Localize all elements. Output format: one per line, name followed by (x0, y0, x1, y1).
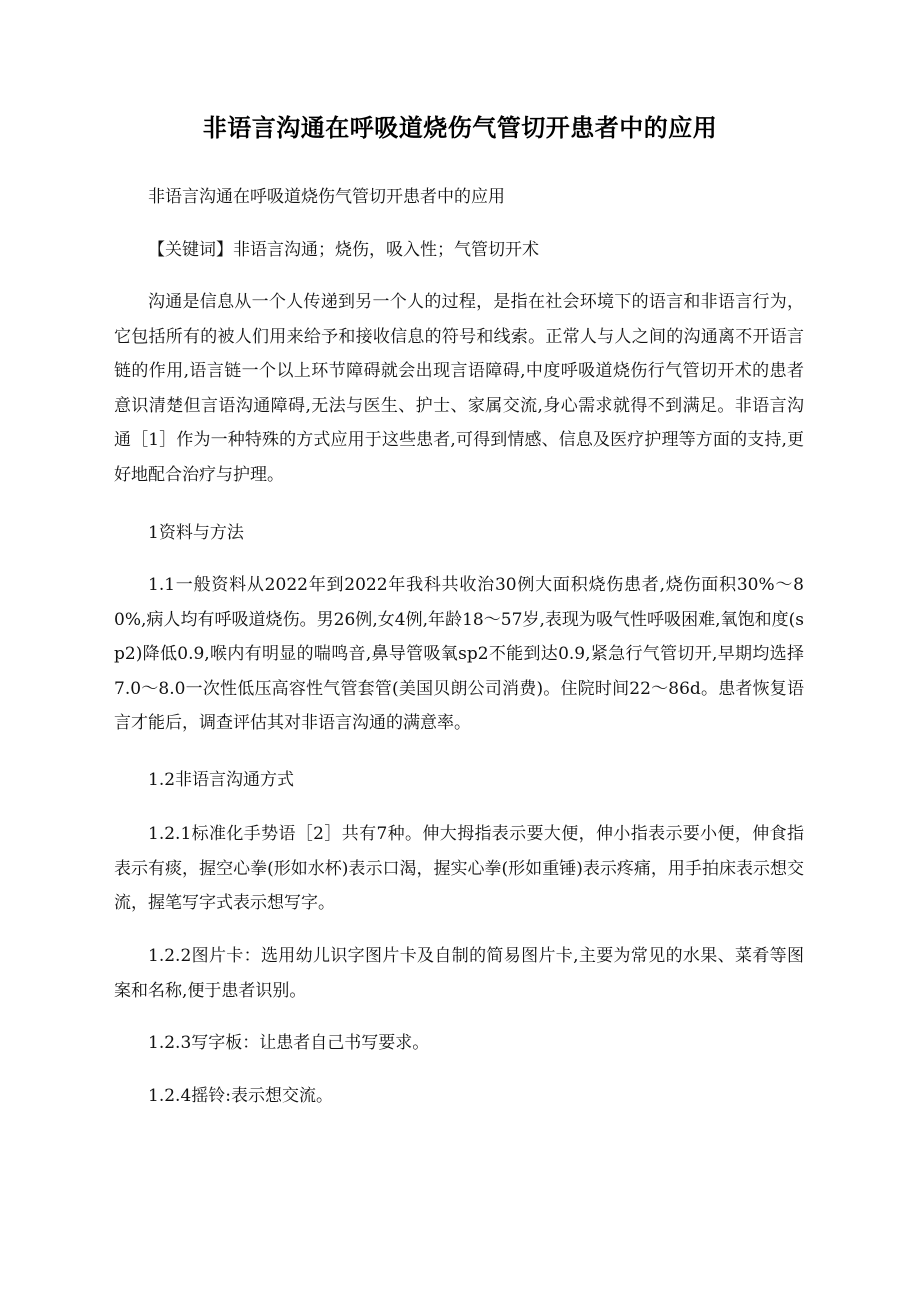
paragraph-intro: 沟通是信息从一个人传递到另一个人的过程，是指在社会环境下的语言和非语言行为，它包括所有的被人们用来给予和接收信息的符号和线索。正常人与人之间的沟通离不开语言链的作用,语言链一个以上环节障碍就会出现言语障碍,中度呼吸道烧伤行气管切开术的患者意识清楚但言语沟通障碍,无法与医生、护士、家属交流,身心需求就得不到满足。非语言沟通［1］作为一种特殊的方式应用于这些患者,可得到情感、信息及医疗护理等方面的支持,更好地配合治疗与护理。 (114, 292, 804, 485)
document-subtitle: 非语言沟通在呼吸道烧伤气管切开患者中的应用 (148, 187, 505, 207)
paragraph-gesture-language: 1.2.1标准化手势语［2］共有7种。伸大拇指表示要大便，伸小指表示要小便，伸食指表示有痰，握空心拳(形如水杯)表示口渴，握实心拳(形如重锤)表示疼痛，用手拍床表示想交流，握笔写字式表示想写字。 (114, 824, 804, 913)
paragraph-writing-board: 1.2.3写字板：让患者自己书写要求。 (148, 1033, 430, 1053)
paragraph-hand-bell: 1.2.4摇铃:表示想交流。 (148, 1086, 333, 1106)
paragraph-picture-cards: 1.2.2图片卡：选用幼儿识字图片卡及自制的简易图片卡,主要为常见的水果、菜肴等图案和名称,便于患者识别。 (114, 946, 804, 1001)
section-heading-nonverbal-methods: 1.2非语言沟通方式 (148, 770, 295, 790)
keywords-line: 【关键词】非语言沟通；烧伤，吸入性；气管切开术 (148, 240, 539, 260)
paragraph-general-data: 1.1一般资料从2022年到2022年我科共收治30例大面积烧伤患者,烧伤面积30%～80%,病人均有呼吸道烧伤。男26例,女4例,年龄18～57岁,表现为吸气性呼吸困难,氧饱和度(sp2)降低0.9,喉内有明显的喘鸣音,鼻导管吸氧sp2不能到达0.9,紧急行气管切开,早期均选择7.0～8.0一次性低压高容性气管套管(美国贝朗公司消费)。住院时间22～86d。患者恢复语言才能后，调查评估其对非语言沟通的满意率。 (114, 575, 804, 733)
document-title: 非语言沟通在呼吸道烧伤气管切开患者中的应用 (202, 114, 718, 142)
section-heading-materials-methods: 1资料与方法 (148, 523, 244, 543)
